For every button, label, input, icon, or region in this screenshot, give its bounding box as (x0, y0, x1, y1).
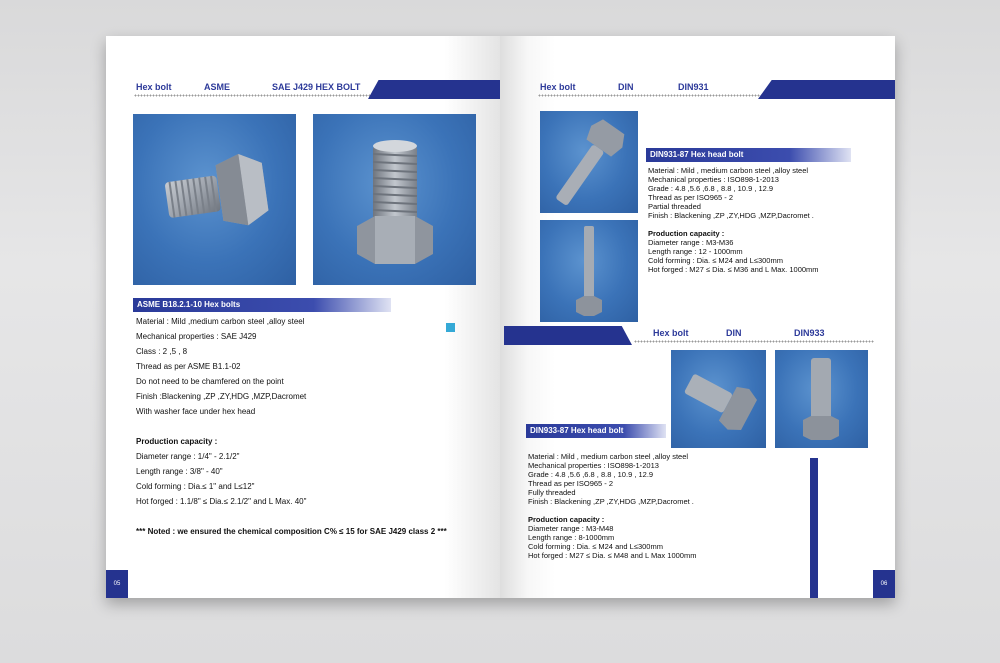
spec-line: With washer face under hex head (136, 407, 256, 416)
capacity-line: Hot forged : M27 ≤ Dia. ≤ M48 and L Max 1000mm (528, 551, 697, 560)
header-category-din: DIN (618, 82, 634, 92)
capacity-line: Cold forming : Dia. ≤ M24 and L≤300mm (648, 256, 783, 265)
capacity-line: Length range : 8-1000mm (528, 533, 615, 542)
header-category-din933: DIN933 (794, 328, 825, 338)
page-number-right: 06 (873, 570, 895, 598)
spec-line: Partial threaded (648, 202, 701, 211)
header-category-hex-bolt: Hex bolt (136, 82, 172, 92)
header-category-asme: ASME (204, 82, 231, 92)
spec-line: Finish : Blackening ,ZP ,ZY,HDG ,MZP,Dacromet . (648, 211, 814, 220)
spec-line: Material : Mild ,medium carbon steel ,alloy steel (136, 317, 305, 326)
brochure-spread (106, 36, 895, 598)
capacity-line: Diameter range : M3-M48 (528, 524, 614, 533)
header-blue-bar (368, 80, 500, 99)
spec-line: Grade : 4.8 ,5.6 ,6.8 , 8.8 , 10.9 , 12.9 (648, 184, 774, 193)
capacity-line: Length range : 12 - 1000mm (648, 247, 743, 256)
header-category-hex-bolt: Hex bolt (540, 82, 576, 92)
capacity-line: Cold forming : Dia. ≤ M24 and L≤300mm (528, 542, 663, 551)
header-category-din931: DIN931 (678, 82, 709, 92)
spec-line: Thread as per ISO965 - 2 (528, 479, 614, 488)
header-dotted-rule (134, 94, 374, 97)
spec-line: Mechanical properties : ISO898-1-2013 (528, 461, 659, 470)
din933-angled-illustration (671, 350, 766, 448)
spec-line: Grade : 4.8 ,5.6 ,6.8 , 8.8 , 10.9 , 12.9 (528, 470, 654, 479)
capacity-line: Hot forged : 1.1/8" ≤ Dia.≤ 2.1/2" and L Max. 40" (136, 497, 307, 506)
spec-line: Do not need to be chamfered on the point (136, 377, 284, 386)
photo-hex-bolt-upright (313, 114, 476, 285)
spec-line: Finish : Blackening ,ZP ,ZY,HDG ,MZP,Dacromet . (528, 497, 694, 506)
mid-header-dotted-rule (634, 340, 874, 343)
spec-line: Finish :Blackening ,ZP ,ZY,HDG ,MZP,Dacromet (136, 392, 307, 401)
header-category-sae: SAE J429 HEX BOLT (272, 82, 361, 92)
din931-upright-illustration (540, 220, 638, 322)
capacity-line: Length range : 3/8" - 40" (136, 467, 223, 476)
din931-angled-illustration (540, 111, 638, 213)
capacity-line: Diameter range : M3-M36 (648, 238, 734, 247)
din931-spec-block (648, 166, 819, 274)
photo-din931-upright (540, 220, 638, 322)
vertical-blue-accent (810, 458, 818, 598)
capacity-line: Diameter range : 1/4" - 2.1/2" (136, 452, 240, 461)
spec-line: Thread as per ISO965 - 2 (648, 193, 734, 202)
section-title-asme-b18: ASME B18.2.1-10 Hex bolts (133, 298, 391, 312)
capacity-title: Production capacity : (528, 515, 605, 524)
spec-line: Material : Mild , medium carbon steel ,alloy steel (528, 452, 689, 461)
photo-din933-upright (775, 350, 868, 448)
spec-line: Thread as per ASME B1.1-02 (136, 362, 241, 371)
photo-din931-angled (540, 111, 638, 213)
section-title-din931: DIN931-87 Hex head bolt (646, 148, 851, 162)
spec-line: Mechanical properties : SAE J429 (136, 332, 257, 341)
hex-bolt-side-illustration (133, 114, 296, 285)
header-dotted-rule (538, 94, 763, 97)
capacity-line: Cold forming : Dia.≤ 1" and L≤12" (136, 482, 255, 491)
decorative-cyan-square (446, 323, 455, 332)
din933-upright-illustration (775, 350, 868, 448)
capacity-title: Production capacity : (136, 437, 218, 446)
din933-spec-block (528, 452, 696, 560)
mid-header-blue-bar (504, 326, 632, 345)
hex-bolt-upright-illustration (313, 114, 476, 285)
right-page (500, 36, 895, 598)
capacity-line: Hot forged : M27 ≤ Dia. ≤ M36 and L Max. 1000mm (648, 265, 819, 274)
page-number-left: 05 (106, 570, 128, 598)
composition-note: *** Noted : we ensured the chemical composition C% ≤ 15 for SAE J429 class 2 *** (136, 527, 447, 536)
asme-spec-block (136, 314, 447, 539)
section-title-din933: DIN933-87 Hex head bolt (526, 424, 666, 438)
photo-din933-angled (671, 350, 766, 448)
spec-line: Mechanical properties : ISO898-1-2013 (648, 175, 779, 184)
spec-line: Class : 2 ,5 , 8 (136, 347, 188, 356)
header-blue-bar (758, 80, 895, 99)
spec-line: Material : Mild , medium carbon steel ,alloy steel (648, 166, 809, 175)
capacity-title: Production capacity : (648, 229, 725, 238)
header-category-din: DIN (726, 328, 742, 338)
header-category-hex-bolt: Hex bolt (653, 328, 689, 338)
left-page (106, 36, 500, 598)
photo-hex-bolt-side (133, 114, 296, 285)
spec-line: Fully threaded (528, 488, 576, 497)
